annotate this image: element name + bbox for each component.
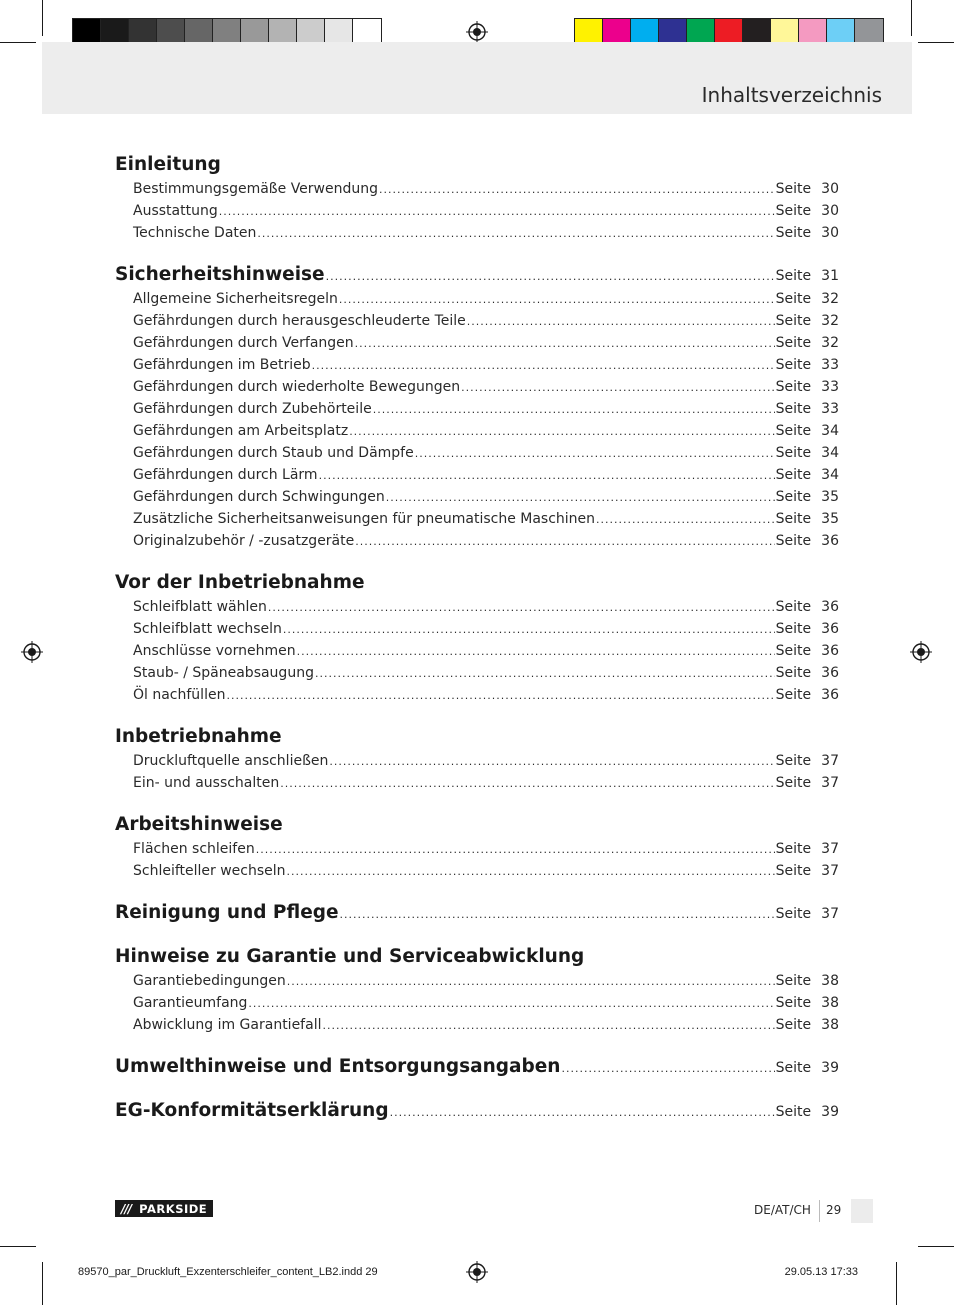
toc-section bbox=[115, 1054, 839, 1080]
page-number: 37 bbox=[821, 753, 839, 769]
page-number: 36 bbox=[821, 533, 839, 549]
section-title: Sicherheitshinweise bbox=[115, 264, 325, 285]
page-word: Seite bbox=[775, 225, 812, 241]
dot-leader bbox=[248, 993, 774, 1015]
dot-leader bbox=[268, 597, 775, 619]
crop-mark bbox=[0, 1246, 36, 1247]
page-number: 36 bbox=[821, 621, 839, 637]
entry-label: Druckluftquelle anschließen bbox=[133, 753, 329, 769]
page-word: Seite bbox=[775, 621, 812, 637]
entry-page-ref bbox=[776, 288, 839, 310]
page-number: 32 bbox=[821, 335, 839, 351]
dot-leader bbox=[355, 333, 775, 355]
entry-label: Schleifteller wechseln bbox=[133, 863, 286, 879]
entry-page-ref bbox=[776, 772, 839, 794]
section-title: Hinweise zu Garantie und Serviceabwicklung bbox=[115, 946, 585, 967]
toc-section bbox=[115, 262, 839, 552]
page-word: Seite bbox=[775, 841, 812, 857]
section-title: Inbetriebnahme bbox=[115, 726, 282, 747]
page-word: Seite bbox=[775, 906, 812, 922]
page-word: Seite bbox=[775, 995, 812, 1011]
page-number: 37 bbox=[821, 906, 839, 922]
slug-date: 29.05.13 17:33 bbox=[784, 1266, 858, 1278]
logo-slashes: /// bbox=[121, 1201, 132, 1216]
entry-label: Gefährdungen am Arbeitsplatz bbox=[133, 423, 349, 439]
entry-page-ref bbox=[776, 618, 839, 640]
toc-entry[interactable] bbox=[115, 508, 839, 530]
entry-label: Technische Daten bbox=[133, 225, 257, 241]
toc-entry[interactable] bbox=[115, 222, 839, 244]
entry-label: Zusätzliche Sicherheitsanweisungen für pneumatische Maschinen bbox=[133, 511, 596, 527]
entry-page-ref bbox=[776, 442, 839, 464]
page-number: 30 bbox=[821, 203, 839, 219]
page-number: 37 bbox=[821, 841, 839, 857]
entry-label: Gefährdungen durch herausgeschleuderte Teile bbox=[133, 313, 466, 329]
toc-entry[interactable] bbox=[115, 772, 839, 794]
page-number: 34 bbox=[821, 423, 839, 439]
entry-label: Gefährdungen durch Zubehörteile bbox=[133, 401, 372, 417]
dot-leader bbox=[226, 685, 774, 707]
toc-entry[interactable] bbox=[115, 420, 839, 442]
entry-page-ref bbox=[776, 508, 839, 530]
dot-leader bbox=[319, 465, 775, 487]
entry-page-ref bbox=[776, 1014, 839, 1036]
entry-label: Ausstattung bbox=[133, 203, 218, 219]
toc-section bbox=[115, 1098, 839, 1124]
toc-section-heading[interactable] bbox=[115, 944, 839, 970]
page-number: 31 bbox=[821, 268, 839, 284]
page-number: 36 bbox=[821, 665, 839, 681]
entry-page-ref bbox=[776, 860, 839, 882]
crop-mark bbox=[42, 1262, 43, 1305]
entry-label: Garantiebedingungen bbox=[133, 973, 286, 989]
toc-section bbox=[115, 724, 839, 794]
page-word: Seite bbox=[775, 313, 812, 329]
crop-mark bbox=[918, 1246, 954, 1247]
dot-leader bbox=[561, 1056, 774, 1082]
page-number: 33 bbox=[821, 401, 839, 417]
dot-leader bbox=[461, 377, 775, 399]
page-word: Seite bbox=[775, 291, 812, 307]
toc-entry[interactable] bbox=[115, 618, 839, 640]
dot-leader bbox=[322, 1015, 774, 1037]
logo-brand: PARKSIDE bbox=[139, 1201, 208, 1216]
dot-leader bbox=[339, 289, 775, 311]
page-number: 38 bbox=[821, 1017, 839, 1033]
toc-entry[interactable] bbox=[115, 640, 839, 662]
page-word: Seite bbox=[775, 203, 812, 219]
toc-entry[interactable] bbox=[115, 750, 839, 772]
dot-leader bbox=[373, 399, 775, 421]
entry-label: Bestimmungsgemäße Verwendung bbox=[133, 181, 379, 197]
dot-leader bbox=[280, 773, 774, 795]
toc-entry[interactable] bbox=[115, 288, 839, 310]
page-word: Seite bbox=[775, 1017, 812, 1033]
page-number: 36 bbox=[821, 599, 839, 615]
entry-label: Anschlüsse vornehmen bbox=[133, 643, 296, 659]
entry-page-ref bbox=[776, 838, 839, 860]
page-word: Seite bbox=[775, 863, 812, 879]
toc-entry[interactable] bbox=[115, 442, 839, 464]
page-word: Seite bbox=[775, 643, 812, 659]
page-number: 37 bbox=[821, 775, 839, 791]
entry-page-ref bbox=[776, 992, 839, 1014]
dot-leader bbox=[287, 971, 775, 993]
page-word: Seite bbox=[775, 445, 812, 461]
entry-page-ref bbox=[776, 530, 839, 552]
section-page-ref bbox=[776, 1099, 839, 1125]
entry-page-ref bbox=[776, 684, 839, 706]
toc-section bbox=[115, 944, 839, 1036]
page-number: 30 bbox=[821, 181, 839, 197]
toc-entry[interactable] bbox=[115, 684, 839, 706]
page-number: 39 bbox=[821, 1060, 839, 1076]
page-number: 30 bbox=[821, 225, 839, 241]
toc-entry[interactable] bbox=[115, 860, 839, 882]
toc-section-heading[interactable] bbox=[115, 1098, 839, 1124]
entry-page-ref bbox=[776, 662, 839, 684]
crop-mark bbox=[0, 42, 36, 43]
toc-entry[interactable] bbox=[115, 486, 839, 508]
dot-leader bbox=[256, 839, 775, 861]
toc-entry[interactable] bbox=[115, 332, 839, 354]
table-of-contents bbox=[115, 152, 839, 1124]
entry-label: Gefährdungen im Betrieb bbox=[133, 357, 311, 373]
entry-page-ref bbox=[776, 200, 839, 222]
toc-section-heading[interactable] bbox=[115, 724, 839, 750]
entry-label: Abwicklung im Garantiefall bbox=[133, 1017, 322, 1033]
dot-leader bbox=[415, 443, 775, 465]
entry-page-ref bbox=[776, 596, 839, 618]
registration-mark-icon bbox=[21, 641, 43, 663]
entry-label: Gefährdungen durch Lärm bbox=[133, 467, 318, 483]
section-page-ref bbox=[776, 901, 839, 927]
registration-mark-icon bbox=[466, 21, 488, 43]
toc-section-heading[interactable] bbox=[115, 1054, 839, 1080]
entry-page-ref bbox=[776, 310, 839, 332]
toc-section bbox=[115, 812, 839, 882]
dot-leader bbox=[390, 1100, 775, 1126]
dot-leader bbox=[297, 641, 775, 663]
entry-page-ref bbox=[776, 464, 839, 486]
section-title: EG-Konformitätserklärung bbox=[115, 1100, 389, 1121]
page-number: 34 bbox=[821, 467, 839, 483]
page-word: Seite bbox=[775, 511, 812, 527]
section-title: Einleitung bbox=[115, 154, 221, 175]
toc-entry[interactable] bbox=[115, 398, 839, 420]
page-word: Seite bbox=[775, 665, 812, 681]
dot-leader bbox=[329, 751, 774, 773]
page-word: Seite bbox=[775, 335, 812, 351]
page-word: Seite bbox=[775, 379, 812, 395]
entry-label: Staub- / Späneabsaugung bbox=[133, 665, 314, 681]
toc-entry[interactable] bbox=[115, 838, 839, 860]
entry-label: Gefährdungen durch wiederholte Bewegungen bbox=[133, 379, 461, 395]
entry-label: Allgemeine Sicherheitsregeln bbox=[133, 291, 338, 307]
page-number: 38 bbox=[821, 995, 839, 1011]
page-number: 35 bbox=[821, 511, 839, 527]
page-number: 34 bbox=[821, 445, 839, 461]
dot-leader bbox=[355, 531, 774, 553]
page-word: Seite bbox=[775, 1060, 812, 1076]
entry-label: Originalzubehör / -zusatzgeräte bbox=[133, 533, 355, 549]
toc-section bbox=[115, 152, 839, 244]
page-number: 37 bbox=[821, 863, 839, 879]
toc-entry[interactable] bbox=[115, 530, 839, 552]
entry-label: Garantieumfang bbox=[133, 995, 248, 1011]
page-word: Seite bbox=[775, 423, 812, 439]
entry-label: Gefährdungen durch Schwingungen bbox=[133, 489, 385, 505]
toc-entry[interactable] bbox=[115, 464, 839, 486]
entry-page-ref bbox=[776, 970, 839, 992]
page-number: 36 bbox=[821, 687, 839, 703]
toc-entry[interactable] bbox=[115, 354, 839, 376]
section-title: Vor der Inbetriebnahme bbox=[115, 572, 365, 593]
entry-page-ref bbox=[776, 376, 839, 398]
toc-section-heading[interactable] bbox=[115, 570, 839, 596]
entry-label: Ein- und ausschalten bbox=[133, 775, 280, 791]
entry-page-ref bbox=[776, 332, 839, 354]
dot-leader bbox=[315, 663, 775, 685]
entry-label: Schleifblatt wählen bbox=[133, 599, 267, 615]
section-title: Arbeitshinweise bbox=[115, 814, 283, 835]
entry-page-ref bbox=[776, 420, 839, 442]
parkside-logo bbox=[115, 1200, 213, 1217]
section-title: Reinigung und Pflege bbox=[115, 902, 339, 923]
toc-entry[interactable] bbox=[115, 200, 839, 222]
dot-leader bbox=[326, 264, 775, 290]
entry-page-ref bbox=[776, 640, 839, 662]
crop-mark bbox=[911, 0, 912, 36]
page-number: 35 bbox=[821, 489, 839, 505]
entry-label: Schleifblatt wechseln bbox=[133, 621, 282, 637]
section-title: Umwelthinweise und Entsorgungsangaben bbox=[115, 1056, 561, 1077]
toc-entry[interactable] bbox=[115, 970, 839, 992]
page-word: Seite bbox=[775, 753, 812, 769]
crop-mark bbox=[896, 1262, 897, 1305]
dot-leader bbox=[312, 355, 775, 377]
toc-entry[interactable] bbox=[115, 178, 839, 200]
registration-mark-icon bbox=[910, 641, 932, 663]
page-title: Inhaltsverzeichnis bbox=[701, 83, 882, 107]
entry-label: Flächen schleifen bbox=[133, 841, 255, 857]
toc-entry[interactable] bbox=[115, 376, 839, 398]
dot-leader bbox=[257, 223, 774, 245]
toc-entry[interactable] bbox=[115, 662, 839, 684]
footer-page-number: 29 bbox=[826, 1203, 842, 1217]
page-number: 32 bbox=[821, 313, 839, 329]
entry-page-ref bbox=[776, 354, 839, 376]
section-page-ref bbox=[776, 1055, 839, 1081]
page-word: Seite bbox=[775, 1104, 812, 1120]
page-number: 38 bbox=[821, 973, 839, 989]
toc-section bbox=[115, 570, 839, 706]
page-word: Seite bbox=[775, 467, 812, 483]
page-word: Seite bbox=[775, 775, 812, 791]
crop-mark bbox=[918, 42, 954, 43]
slug-file-name: 89570_par_Druckluft_Exzenterschleifer_content_LB2.indd 29 bbox=[78, 1266, 378, 1278]
page-word: Seite bbox=[775, 268, 812, 284]
page-number: 33 bbox=[821, 357, 839, 373]
toc-section-heading[interactable] bbox=[115, 152, 839, 178]
dot-leader bbox=[287, 861, 775, 883]
crop-mark bbox=[42, 0, 43, 36]
entry-label: Öl nachfüllen bbox=[133, 687, 226, 703]
entry-page-ref bbox=[776, 750, 839, 772]
dot-leader bbox=[340, 902, 775, 928]
entry-page-ref bbox=[776, 222, 839, 244]
page-word: Seite bbox=[775, 401, 812, 417]
page-word: Seite bbox=[775, 357, 812, 373]
footer-divider bbox=[819, 1200, 820, 1222]
page-word: Seite bbox=[775, 599, 812, 615]
entry-label: Gefährdungen durch Verfangen bbox=[133, 335, 354, 351]
dot-leader bbox=[596, 509, 775, 531]
registration-mark-icon bbox=[466, 1261, 488, 1283]
entry-page-ref bbox=[776, 398, 839, 420]
dot-leader bbox=[386, 487, 775, 509]
dot-leader bbox=[283, 619, 775, 641]
entry-label: Gefährdungen durch Staub und Dämpfe bbox=[133, 445, 414, 461]
page-word: Seite bbox=[775, 973, 812, 989]
dot-leader bbox=[467, 311, 775, 333]
dot-leader bbox=[379, 179, 775, 201]
toc-section bbox=[115, 900, 839, 926]
toc-entry[interactable] bbox=[115, 992, 839, 1014]
toc-entry[interactable] bbox=[115, 596, 839, 618]
page-number: 36 bbox=[821, 643, 839, 659]
dot-leader bbox=[349, 421, 774, 443]
entry-page-ref bbox=[776, 486, 839, 508]
toc-entry[interactable] bbox=[115, 310, 839, 332]
entry-page-ref bbox=[776, 178, 839, 200]
section-page-ref bbox=[776, 263, 839, 289]
page-word: Seite bbox=[775, 687, 812, 703]
toc-entry[interactable] bbox=[115, 1014, 839, 1036]
toc-section-heading[interactable] bbox=[115, 900, 839, 926]
page-word: Seite bbox=[775, 489, 812, 505]
page-number: 39 bbox=[821, 1104, 839, 1120]
page-number: 33 bbox=[821, 379, 839, 395]
footer-tab bbox=[851, 1199, 873, 1223]
footer-language: DE/AT/CH bbox=[754, 1203, 811, 1217]
toc-section-heading[interactable] bbox=[115, 262, 839, 288]
toc-section-heading[interactable] bbox=[115, 812, 839, 838]
page-word: Seite bbox=[775, 181, 812, 197]
page-word: Seite bbox=[775, 533, 812, 549]
page-number: 32 bbox=[821, 291, 839, 307]
dot-leader bbox=[219, 201, 775, 223]
